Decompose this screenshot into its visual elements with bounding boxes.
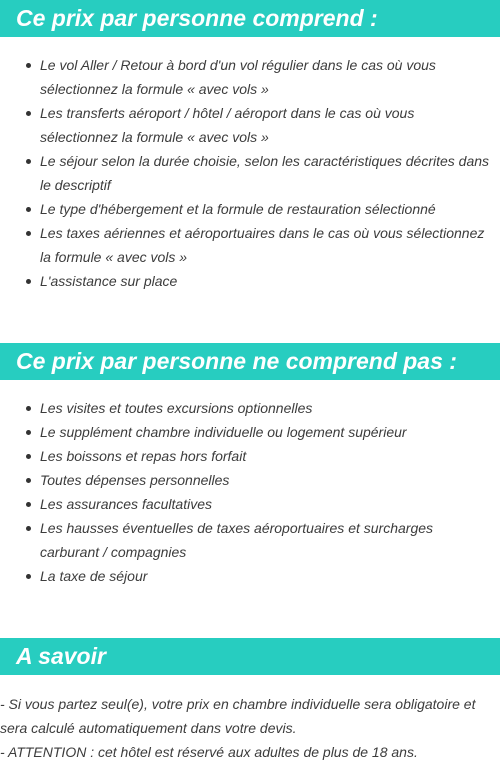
bullet-icon — [26, 63, 31, 68]
bullet-icon — [26, 279, 31, 284]
list-item-text: Les transferts aéroport / hôtel / aéroport dans le cas où vous sélectionnez la formule « avec vols » — [40, 105, 415, 145]
bullet-icon — [26, 430, 31, 435]
list-item-text: Les hausses éventuelles de taxes aéroportuaires et surcharges carburant / compagnies — [40, 520, 434, 560]
list-item-text: Toutes dépenses personnelles — [40, 472, 230, 488]
list-item-text: Le séjour selon la durée choisie, selon les caractéristiques décrites dans le descriptif — [40, 153, 490, 193]
list-item-text: Les visites et toutes excursions optionnelles — [40, 400, 313, 416]
list-item — [0, 101, 500, 149]
list-item-text: Le type d'hébergement et la formule de restauration sélectionné — [40, 201, 436, 217]
list-item — [0, 197, 500, 221]
list-item-text: L'assistance sur place — [40, 273, 178, 289]
bullet-icon — [26, 502, 31, 507]
note-solo-traveler: - Si vous partez seul(e), votre prix en chambre individuelle sera obligatoire et sera calculé automatiquement dans votre devis. — [0, 696, 476, 736]
note-adults-only: - ATTENTION : cet hôtel est réservé aux adultes de plus de 18 ans. — [0, 744, 418, 760]
bullet-icon — [26, 207, 31, 212]
bullet-icon — [26, 406, 31, 411]
bullet-icon — [26, 111, 31, 116]
list-item-text: Les assurances facultatives — [40, 496, 212, 512]
to-know-section-title: A savoir — [0, 638, 500, 675]
excluded-list — [0, 396, 500, 588]
bullet-icon — [26, 526, 31, 531]
bullet-icon — [26, 231, 31, 236]
list-item — [0, 444, 500, 468]
list-item — [0, 221, 500, 269]
list-item-text: Le supplément chambre individuelle ou logement supérieur — [40, 424, 407, 440]
list-item-text: Les taxes aériennes et aéroportuaires dans le cas où vous sélectionnez la formule « avec vols » — [40, 225, 485, 265]
list-item — [0, 492, 500, 516]
bullet-icon — [26, 454, 31, 459]
bullet-icon — [26, 159, 31, 164]
list-item — [0, 564, 500, 588]
list-item — [0, 53, 500, 101]
included-list — [0, 53, 500, 293]
list-item — [0, 468, 500, 492]
list-item-text: La taxe de séjour — [40, 568, 148, 584]
to-know-notes — [0, 692, 500, 764]
list-item — [0, 516, 500, 564]
included-section-title: Ce prix par personne comprend : — [0, 0, 500, 37]
list-item — [0, 269, 500, 293]
list-item — [0, 396, 500, 420]
list-item-text: Les boissons et repas hors forfait — [40, 448, 247, 464]
bullet-icon — [26, 574, 31, 579]
excluded-section-title: Ce prix par personne ne comprend pas : — [0, 343, 500, 380]
list-item — [0, 149, 500, 197]
list-item — [0, 420, 500, 444]
list-item-text: Le vol Aller / Retour à bord d'un vol régulier dans le cas où vous sélectionnez la formule « avec vols » — [40, 57, 436, 97]
bullet-icon — [26, 478, 31, 483]
